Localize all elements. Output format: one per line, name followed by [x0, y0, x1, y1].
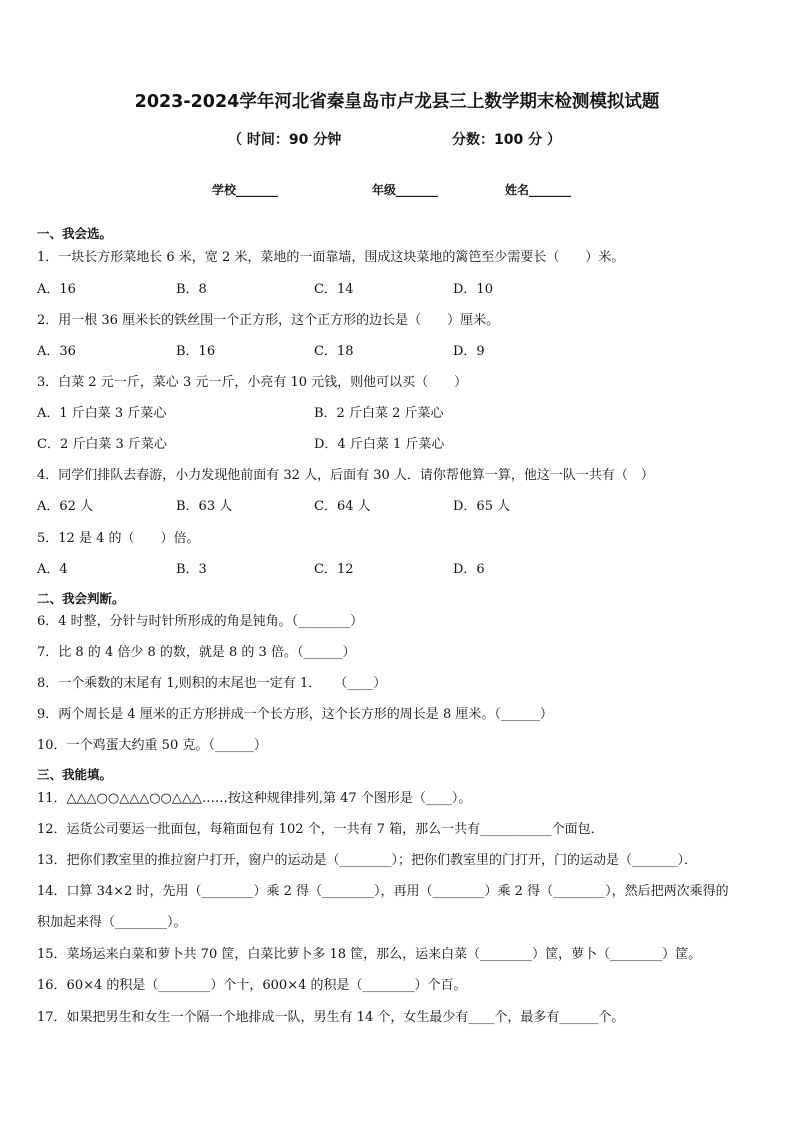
q4-option-a: A．62 人	[37, 499, 94, 514]
question-12: 12．运货公司要运一批面包，每箱面包有 102 个，一共有 7 箱，那么一共有___________个面包．	[37, 822, 604, 837]
q3-option-d: D．4 斤白菜 1 斤菜心	[314, 437, 445, 452]
question-8: 8．一个乘数的末尾有 1,则积的末尾也一定有 1． （____）	[37, 676, 387, 691]
section-heading-choice: 一、我会选。	[37, 226, 113, 241]
question-16: 16．60×4 的积是（________）个十，600×4 的积是（________）个百。	[37, 978, 467, 993]
section-heading-fill: 三、我能填。	[37, 767, 113, 782]
q2-option-c: C．18	[314, 344, 354, 359]
q1-option-d: D．10	[453, 282, 493, 297]
question-11: 11．△△△○○△△△○○△△△……按这种规律排列,第 47 个图形是（____）。	[37, 791, 472, 806]
q2-option-d: D．9	[453, 344, 485, 359]
question-9: 9．两个周长是 4 厘米的正方形拼成一个长方形，这个长方形的周长是 8 厘米。（______）	[37, 707, 553, 722]
question-14-continued: 积加起来得（________）。	[37, 915, 187, 930]
question-15: 15．菜场运来白菜和萝卜共 70 筐，白菜比萝卜多 18 筐，那么，运来白菜（________）筐，萝卜（________）筐。	[37, 947, 702, 962]
q1-option-a: A．16	[37, 282, 76, 297]
question-17: 17．如果把男生和女生一个隔一个地排成一队，男生有 14 个，女生最少有____个，最多有______个。	[37, 1010, 625, 1025]
q3-option-c: C．2 斤白菜 3 斤菜心	[37, 437, 167, 452]
question-7: 7．比 8 的 4 倍少 8 的数，就是 8 的 3 倍。（______）	[37, 645, 356, 660]
exam-time: （ 时间：90 分钟	[228, 132, 342, 148]
q4-option-d: D．65 人	[453, 499, 511, 514]
q3-option-b: B．2 斤白菜 2 斤菜心	[314, 406, 444, 421]
q3-option-a: A．1 斤白菜 3 斤菜心	[37, 406, 167, 421]
name-field: 姓名_______	[505, 183, 572, 197]
question-3: 3．白菜 2 元一斤，菜心 3 元一斤，小亮有 10 元钱，则他可以买（ ）	[37, 375, 468, 390]
question-14: 14．口算 34×2 时，先用（________）乘 2 得（________），再用（________）乘 2 得（________），然后把两次乘得的	[37, 884, 729, 899]
exam-score: 分数：100 分 ）	[452, 132, 561, 148]
q2-option-b: B．16	[176, 344, 216, 359]
q5-option-d: D．6	[453, 562, 485, 577]
question-6: 6．4 时整，分针与时针所形成的角是钝角。（________）	[37, 614, 364, 629]
q1-option-b: B．8	[176, 282, 207, 297]
q4-option-b: B．63 人	[176, 499, 233, 514]
question-2: 2．用一根 36 厘米长的铁丝围一个正方形，这个正方形的边长是（ ）厘米。	[37, 313, 500, 328]
question-1: 1．一块长方形菜地长 6 米，宽 2 米，菜地的一面靠墙，围成这块菜地的篱笆至少需要长（ ）米。	[37, 250, 625, 265]
school-field: 学校_______	[212, 183, 279, 197]
question-4: 4．同学们排队去春游，小力发现他前面有 32 人，后面有 30 人．请你帮他算一算，他这一队一共有（ ）	[37, 468, 654, 483]
grade-field: 年级_______	[372, 183, 439, 197]
q4-option-c: C．64 人	[314, 499, 371, 514]
q5-option-b: B．3	[176, 562, 207, 577]
question-10: 10．一个鸡蛋大约重 50 克。（______）	[37, 738, 267, 753]
q1-option-c: C．14	[314, 282, 354, 297]
q5-option-c: C．12	[314, 562, 354, 577]
section-heading-judge: 二、我会判断。	[37, 591, 125, 606]
q2-option-a: A．36	[37, 344, 76, 359]
question-5: 5．12 是 4 的（ ）倍。	[37, 531, 200, 546]
question-13: 13．把你们教室里的推拉窗户打开，窗户的运动是（________）；把你们教室里的门打开，门的运动是（_______）．	[37, 853, 698, 868]
q5-option-a: A．4	[37, 562, 68, 577]
page-title: 2023-2024学年河北省秦皇岛市卢龙县三上数学期末检测模拟试题	[134, 92, 660, 112]
